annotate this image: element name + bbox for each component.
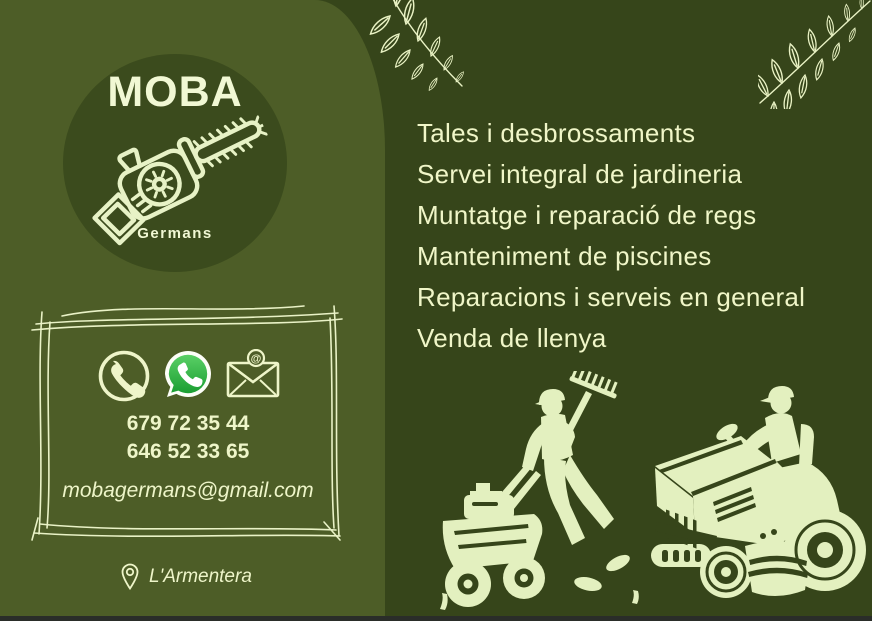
brand-name: MOBA: [107, 68, 243, 116]
service-item: Tales i desbrossaments: [417, 118, 696, 148]
phone-number-1: 679 72 35 44: [126, 412, 250, 435]
location-label: L'Armentera: [149, 565, 252, 587]
email-icon: [225, 349, 283, 399]
bottom-edge: [0, 616, 872, 621]
location-pin-icon: [120, 563, 140, 590]
leaf-branch-icon: [352, 0, 474, 92]
logo-circle: [63, 54, 287, 272]
service-item: Reparacions i serveis en general: [417, 282, 806, 312]
service-item: Servei integral de jardineria: [417, 159, 743, 189]
email-address: mobagermans@gmail.com: [62, 479, 314, 502]
brand-subtitle: Germans: [137, 225, 213, 242]
service-item: Muntatge i reparació de regs: [417, 200, 757, 230]
service-item: Venda de llenya: [417, 323, 607, 353]
svg-text:@: @: [250, 353, 262, 365]
services-list: [417, 113, 805, 359]
contact-icons-row: [97, 349, 287, 403]
phone-icon: [97, 349, 151, 403]
leaf-branch-icon: [758, 0, 872, 109]
location-row: [120, 563, 252, 590]
whatsapp-icon: [163, 349, 213, 399]
phone-numbers: [35, 410, 341, 466]
riding-mower-illustration: [629, 374, 872, 619]
push-mower-gardener-illustration: [436, 371, 642, 619]
phone-number-2: 646 52 33 65: [126, 440, 250, 463]
service-item: Manteniment de piscines: [417, 241, 712, 271]
